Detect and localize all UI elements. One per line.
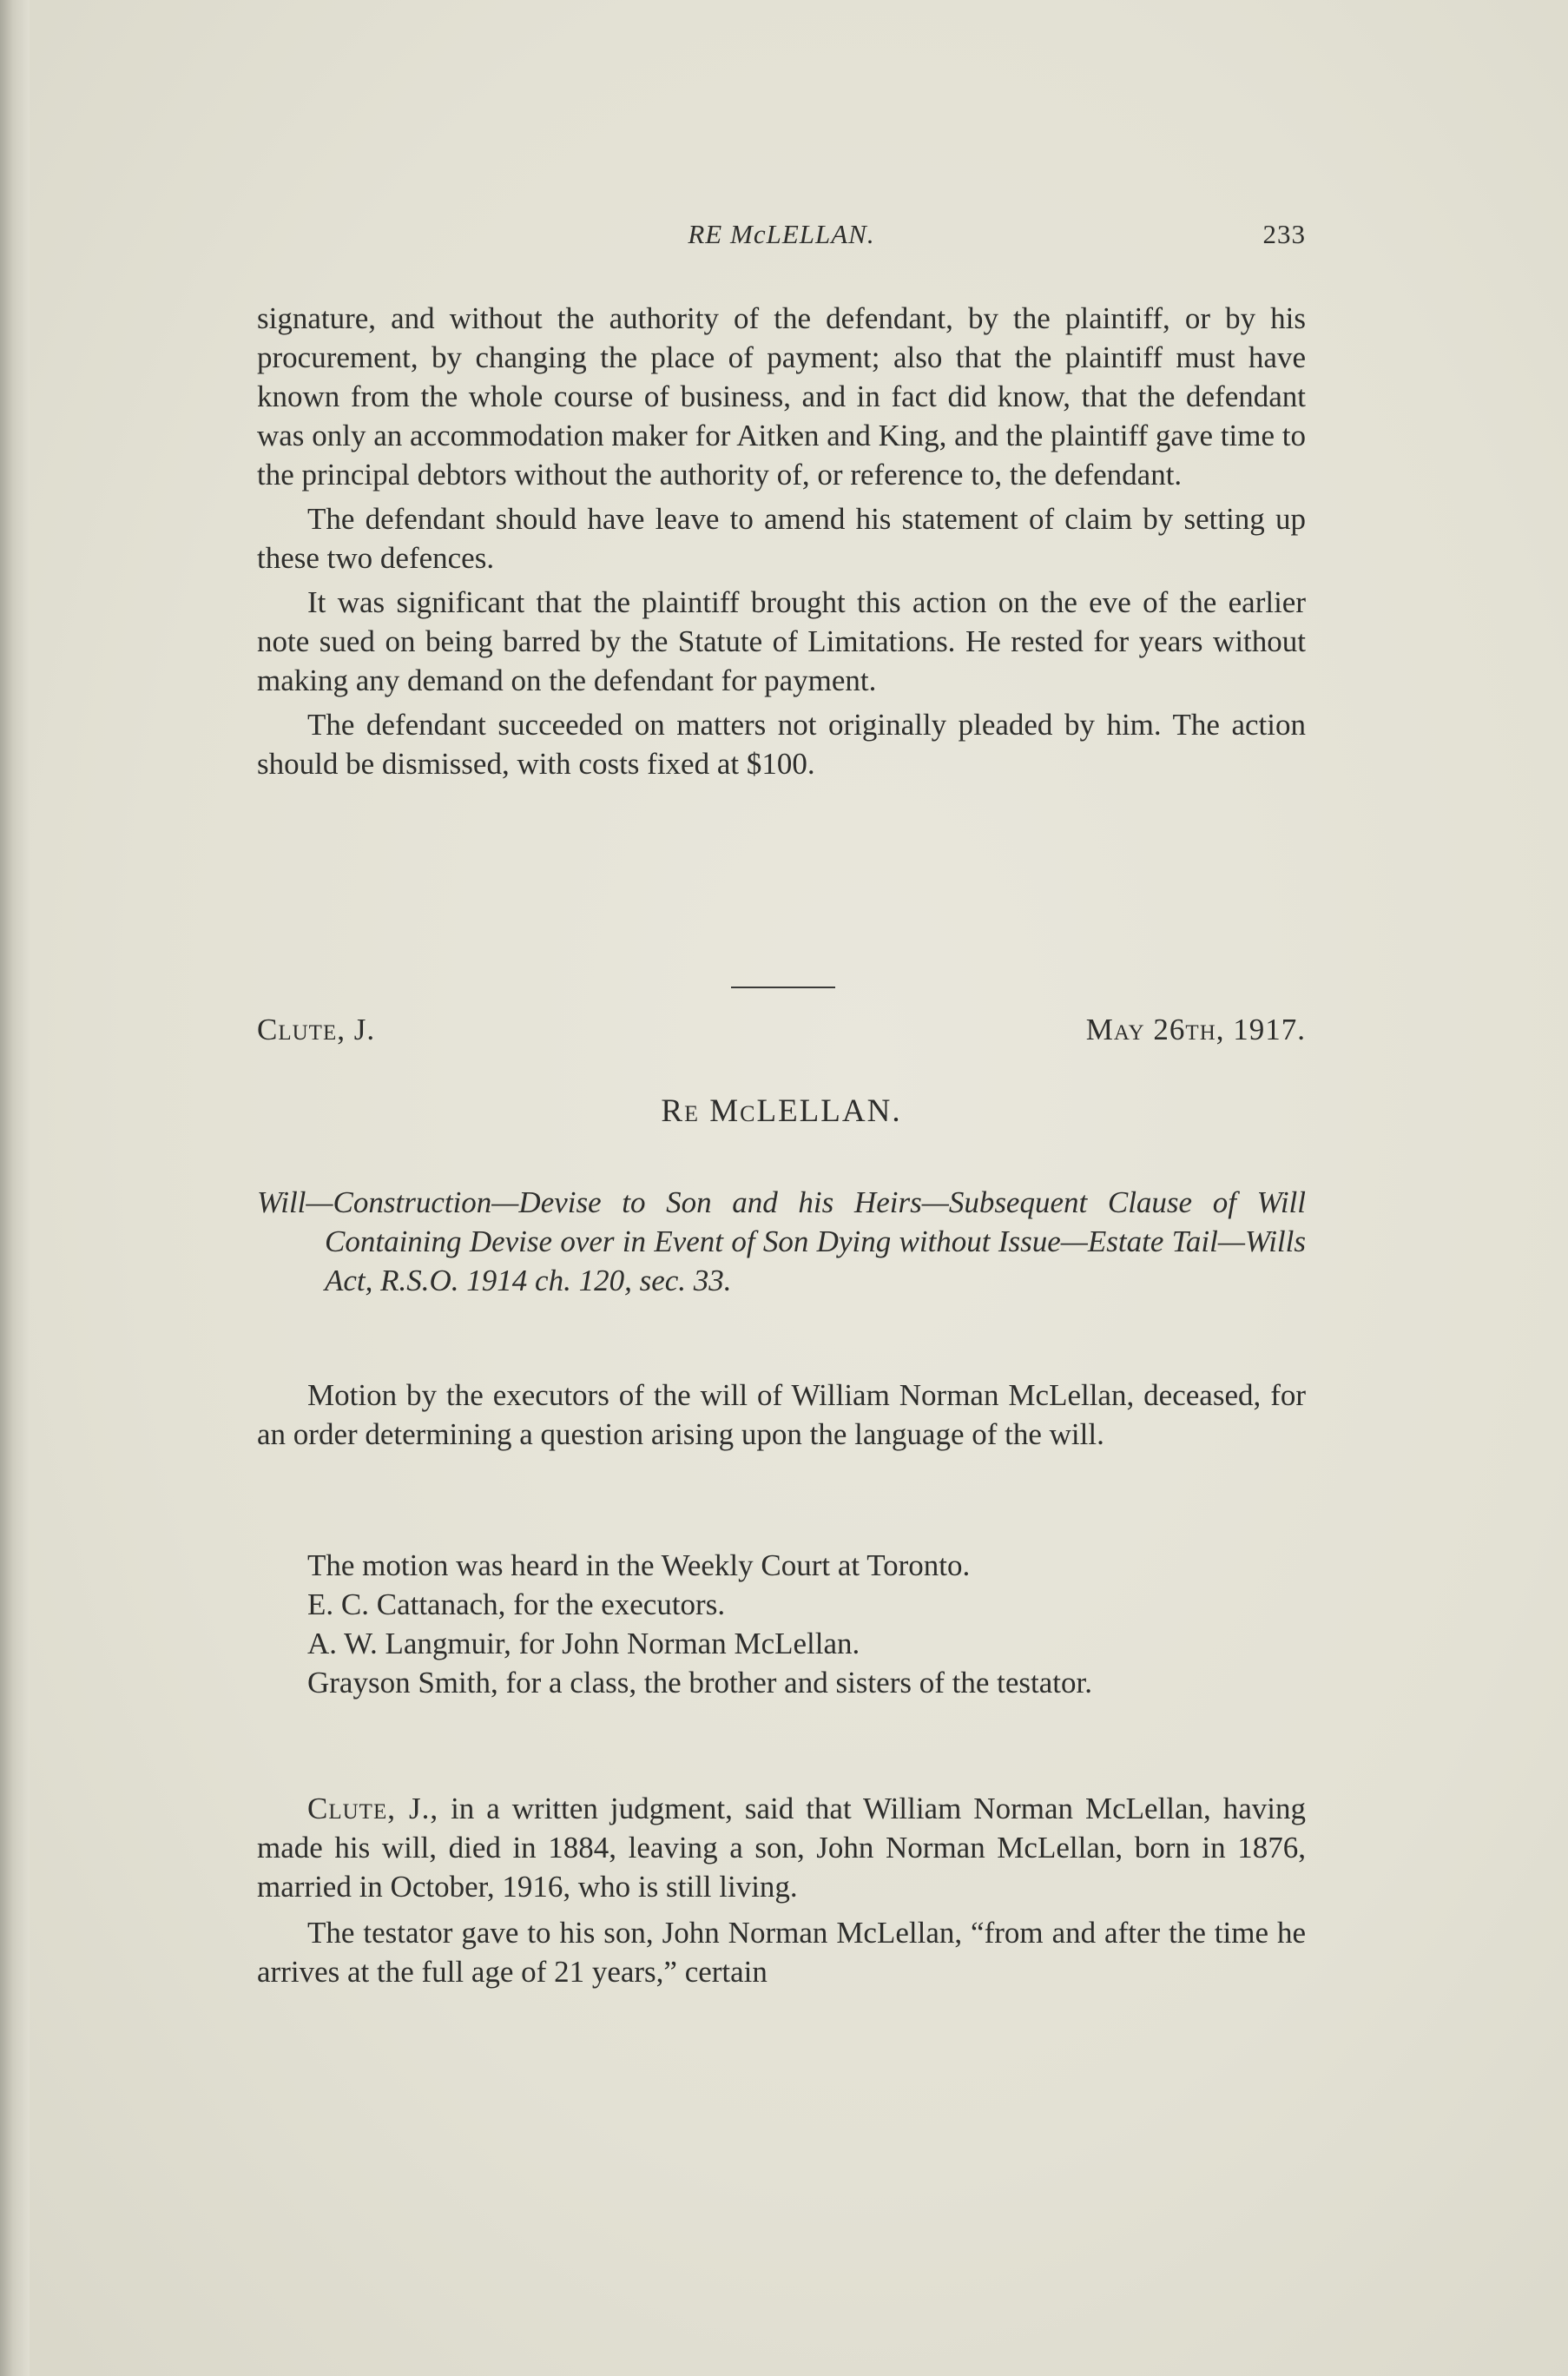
paragraph: The defendant succeeded on matters not originally pleaded by him. The action should be dismissed, with costs fixed at $100. [257, 708, 1306, 781]
paragraph: E. C. Cattanach, for the executors. [307, 1587, 726, 1621]
decision-date: May 26th, 1917. [1085, 1013, 1306, 1046]
paragraph: The motion was heard in the Weekly Court at Toronto. [307, 1548, 971, 1582]
paragraph: Motion by the executors of the will of William Norman McLellan, deceased, for an order determining a question arising upon the language of the will. [257, 1378, 1306, 1451]
paragraph: Grayson Smith, for a class, the brother and sisters of the testator. [307, 1666, 1092, 1700]
judgment-judge-name: Clute, J., [307, 1792, 439, 1825]
judgment-text [257, 1789, 1306, 1991]
page-gutter-shadow [0, 0, 30, 2376]
case-title: Re McLELLAN. [661, 1093, 902, 1129]
continued-judgment-text [257, 299, 1306, 783]
section-divider [731, 987, 835, 988]
hearing-details [257, 1546, 1306, 1702]
page-number: 233 [1262, 219, 1306, 249]
motion-text [257, 1376, 1306, 1454]
running-header [257, 219, 1306, 255]
paragraph [257, 1789, 1306, 1906]
paragraph: The defendant should have leave to amend his statement of claim by setting up these two defences. [257, 502, 1306, 575]
judge-name: Clute, J. [257, 1013, 376, 1046]
paragraph: The testator gave to his son, John Norman McLellan, “from and after the time he arrives at the full age of 21 years,” certain [257, 1916, 1306, 1989]
case-judge-date-line [257, 1013, 1306, 1056]
headnote: Will—Construction—Devise to Son and his Heirs—Subsequent Clause of Will Containing Devise over in Event of Son Dying without Issue—Estate Tail—Wills Act, R.S.O. 1914 ch. 120, sec. 33. [257, 1185, 1306, 1297]
judgment-first-text: in a written judgment, said that William Norman McLellan, having made his will, died in 1884, leaving a son, John Norman McLellan, born in 1876, married in October, 1916, who is still living. [257, 1792, 1307, 1904]
paragraph: A. W. Langmuir, for John Norman McLellan. [307, 1627, 860, 1660]
running-title: RE McLELLAN. [688, 219, 875, 249]
paragraph: It was significant that the plaintiff brought this action on the eve of the earlier note sued on being barred by the Statute of Limitations. He rested for years without making any demand on the defendant for payment. [257, 585, 1306, 697]
paragraph: signature, and without the authority of the defendant, by the plaintiff, or by his procurement, by changing the place of payment; also that the plaintiff must have known from the whole course of business, and in fact did know, that the defendant was only an accommodation maker for Aitken and King, and the plaintiff gave time to the principal debtors without the authority of, or reference to, the defendant. [257, 301, 1306, 492]
